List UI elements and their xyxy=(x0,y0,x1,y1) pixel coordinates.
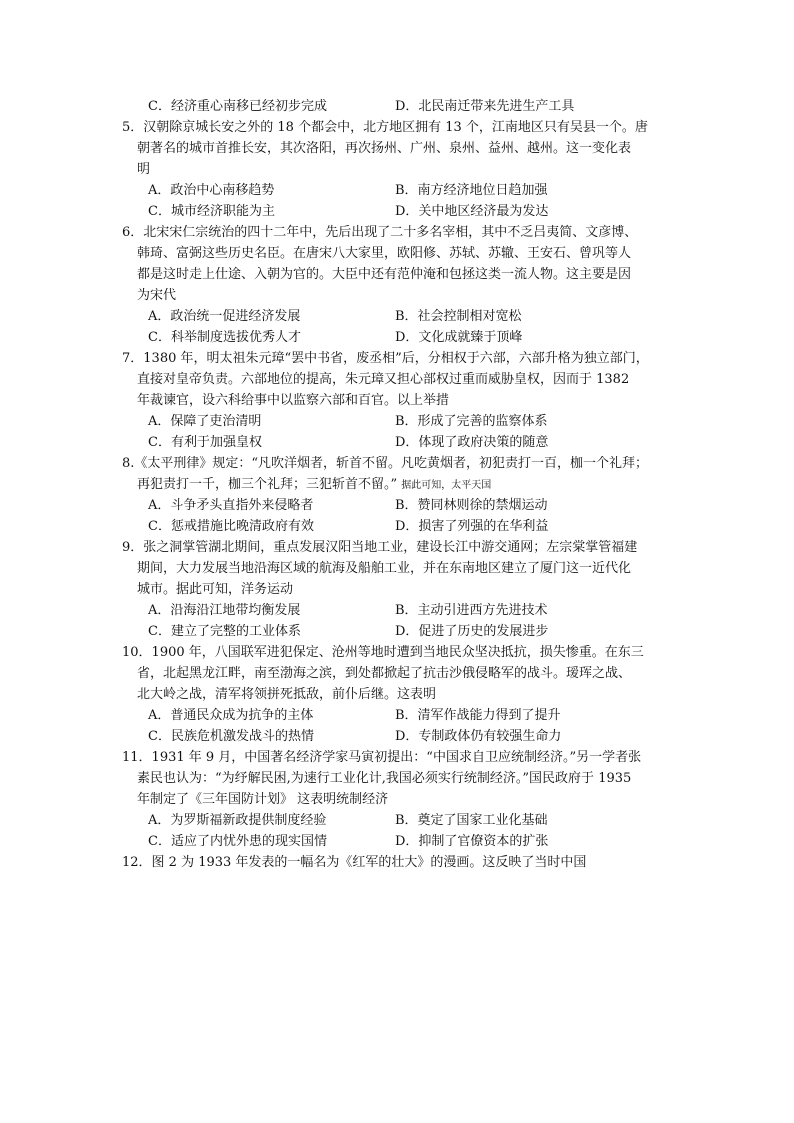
option-a[interactable]: A．政治中心南移趋势 xyxy=(148,183,275,198)
option-a[interactable]: A．普通民众成为抗争的主体 xyxy=(148,708,314,723)
option-row xyxy=(120,96,665,117)
question-stem-line: 8.《太平刑律》规定：“凡吹洋烟者，斩首不留。凡吃黄烟者，初犯责打一百，枷一个礼拜； xyxy=(122,456,649,471)
question-10 xyxy=(120,642,665,747)
question-6 xyxy=(120,222,665,348)
question-stem-line: 城市。据此可知，洋务运动 xyxy=(137,582,294,597)
question-stem-line xyxy=(120,474,665,495)
question-stem-text: 再犯责打一千，枷三个礼拜；三犯斩首不留。” xyxy=(137,477,398,492)
option-a[interactable]: A．沿海沿江地带均衡发展 xyxy=(148,603,301,618)
option-row xyxy=(120,621,665,642)
option-row xyxy=(120,726,665,747)
option-row xyxy=(120,600,665,621)
question-stem-line: 直接对皇帝负责。六部地位的提高，朱元璋又担心部权过重而威胁皇权，因而于 1382 xyxy=(137,372,630,387)
option-row xyxy=(120,516,665,537)
option-row xyxy=(120,180,665,201)
option-d[interactable]: D．关中地区经济最为发达 xyxy=(395,204,549,219)
option-b[interactable]: B．主动引进西方先进技术 xyxy=(395,603,548,618)
option-d[interactable]: D．抑制了官僚资本的扩张 xyxy=(395,834,549,849)
question-stem-line: 为宋代 xyxy=(137,288,177,303)
question-stem-line: 9．张之洞掌管湖北期间，重点发展汉阳当地工业，建设长江中游交通网；左宗棠掌管福建 xyxy=(122,540,638,555)
question-stem-line: 明 xyxy=(137,162,151,177)
question-stem-line: 7．1380 年，明太祖朱元璋“罢中书省，废丞相”后，分相权于六部，六部升格为独立部门， xyxy=(122,351,649,366)
option-c[interactable]: C．有利于加强皇权 xyxy=(148,435,262,450)
question-stem-line: 年裁谏官，设六科给事中以监察六部和百官。以上举措 xyxy=(137,393,450,408)
question-stem-line: 期间，大力发展当地沿海区域的航海及船舶工业，并在东南地区建立了厦门这一近代化 xyxy=(137,561,632,576)
question-stem-line: 5．汉朝除京城长安之外的 18 个都会中，北方地区拥有 13 个，江南地区只有吴县一个。唐 xyxy=(122,120,648,135)
option-c[interactable]: C．民族危机激发战斗的热情 xyxy=(148,729,314,744)
option-a[interactable]: A．保障了吏治清明 xyxy=(148,414,262,429)
option-d[interactable]: D．专制政体仍有较强生命力 xyxy=(395,729,562,744)
option-d[interactable]: D．损害了列强的在华利益 xyxy=(395,519,549,534)
option-d[interactable]: D．体现了政府决策的随意 xyxy=(395,435,549,450)
option-row xyxy=(120,327,665,348)
question-5 xyxy=(120,117,665,222)
option-b[interactable]: B．社会控制相对宽松 xyxy=(395,309,522,324)
option-c[interactable]: C．建立了完整的工业体系 xyxy=(148,624,301,639)
option-b[interactable]: B．清军作战能力得到了提升 xyxy=(395,708,561,723)
question-4-continuation xyxy=(120,96,665,117)
option-d[interactable]: D．促进了历史的发展进步 xyxy=(395,624,549,639)
option-c[interactable]: C．适应了内忧外患的现实国情 xyxy=(148,834,327,849)
question-stem-line: 北大岭之战，清军将领拼死抵敌，前仆后继。这表明 xyxy=(137,687,437,702)
option-c[interactable]: C．城市经济职能为主 xyxy=(148,204,275,219)
option-b[interactable]: B．南方经济地位日趋加强 xyxy=(395,183,548,198)
option-d[interactable]: D．文化成就臻于顶峰 xyxy=(395,330,523,345)
option-row xyxy=(120,201,665,222)
question-9 xyxy=(120,537,665,642)
question-stem-line: 10．1900 年，八国联军进犯保定、沧州等地时遭到当地民众坚决抵抗，损失惨重。在东三 xyxy=(122,645,644,660)
question-stem-line: 12．图 2 为 1933 年发表的一幅名为《红军的壮大》的漫画。这反映了当时中国 xyxy=(122,855,587,870)
option-row xyxy=(120,705,665,726)
option-a[interactable]: A．斗争矛头直指外来侵略者 xyxy=(148,498,314,513)
question-stem-line: 11．1931 年 9 月，中国著名经济学家马寅初提出：“中国求自卫应统制经济。”另一学者张 xyxy=(122,750,642,765)
option-row xyxy=(120,831,665,852)
question-8 xyxy=(120,453,665,537)
option-b[interactable]: B．形成了完善的监察体系 xyxy=(395,414,548,429)
option-c[interactable]: C．经济重心南移已经初步完成 xyxy=(148,99,327,114)
exam-page xyxy=(120,96,665,873)
question-stem-line: 都是这时走上仕途、入朝为官的。大臣中还有范仲淹和包拯这类一流人物。这主要是因 xyxy=(137,267,632,282)
question-stem-line: 省，北起黑龙江畔，南至渤海之滨，到处都掀起了抗击沙俄侵略军的战斗。瑷珲之战、 xyxy=(137,666,632,681)
option-b[interactable]: B．奠定了国家工业化基础 xyxy=(395,813,548,828)
option-row xyxy=(120,432,665,453)
question-11 xyxy=(120,747,665,852)
question-12 xyxy=(120,852,665,873)
option-c[interactable]: C．科举制度选拔优秀人才 xyxy=(148,330,301,345)
option-b[interactable]: B．赞同林则徐的禁烟运动 xyxy=(395,498,548,513)
option-row xyxy=(120,810,665,831)
option-c[interactable]: C．惩戒措施比晚清政府有效 xyxy=(148,519,314,534)
question-stem-line: 素民也认为：“为纾解民困,为速行工业化计,我国必须实行统制经济。”国民政府于 1935 xyxy=(137,771,632,786)
option-a[interactable]: A．政治统一促进经济发展 xyxy=(148,309,301,324)
question-stem-line: 韩琦、富弼这些历史名臣。在唐宋八大家里，欧阳修、苏轼、苏辙、王安石、曾巩等人 xyxy=(137,246,632,261)
option-row xyxy=(120,495,665,516)
question-stem-line: 6．北宋宋仁宗统治的四十二年中，先后出现了二十多名宰相，其中不乏吕夷简、文彦博、 xyxy=(122,225,638,240)
option-row xyxy=(120,411,665,432)
option-a[interactable]: A．为罗斯福新政提供制度经验 xyxy=(148,813,327,828)
option-row xyxy=(120,306,665,327)
question-stem-line: 朝著名的城市首推长安，其次洛阳，再次扬州、广州、泉州、益州、越州。这一变化表 xyxy=(137,141,632,156)
question-stem-line: 年制定了《三年国防计划》 这表明统制经济 xyxy=(137,792,389,807)
option-d[interactable]: D．北民南迁带来先进生产工具 xyxy=(395,99,575,114)
question-stem-note: 据此可知，太平天国 xyxy=(401,480,492,491)
question-7 xyxy=(120,348,665,453)
